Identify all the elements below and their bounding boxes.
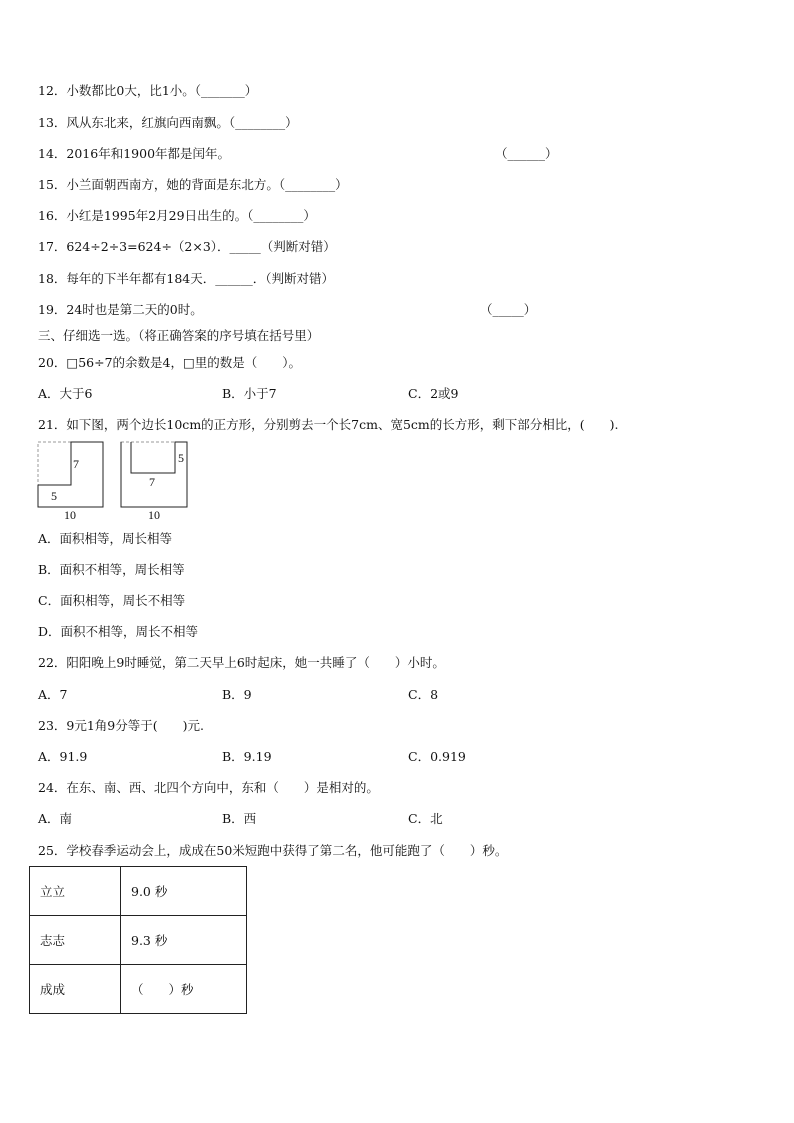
q23-option-b[interactable]: B．9.19 <box>222 749 272 764</box>
right-base-label: 10 <box>148 508 160 522</box>
square-cut-figure <box>36 438 196 524</box>
q22-option-c[interactable]: C．8 <box>408 687 439 702</box>
q21-option-a[interactable]: A．面积相等，周长相等 <box>38 531 173 546</box>
q22-option-b[interactable]: B．9 <box>222 687 252 702</box>
question-14: 14．2016年和1900年都是闰年。 <box>38 146 231 161</box>
q24-option-a[interactable]: A．南 <box>38 811 73 826</box>
table-row <box>30 867 247 916</box>
question-16: 16．小红是1995年2月29日出生的。（________） <box>38 208 316 223</box>
runner-time: 9.0 秒 <box>121 867 247 916</box>
q23-option-c[interactable]: C．0.919 <box>408 749 466 764</box>
section-title: 三、仔细选一选。（将正确答案的序号填在括号里） <box>38 328 320 343</box>
question-23: 23．9元1角9分等于( )元. <box>38 718 204 733</box>
question-17: 17．624÷2÷3=624÷（2×3）．_____（判断对错） <box>38 239 336 254</box>
question-14-answer-blank[interactable]: （______） <box>495 146 558 161</box>
q20-option-b[interactable]: B．小于7 <box>222 386 277 401</box>
q24-option-c[interactable]: C．北 <box>408 811 443 826</box>
q22-option-a[interactable]: A．7 <box>38 687 68 702</box>
question-13: 13．风从东北来，红旗向西南飘。（________） <box>38 115 298 130</box>
question-19: 19．24时也是第二天的0时。 <box>38 302 203 317</box>
q21-option-b[interactable]: B．面积不相等，周长相等 <box>38 562 185 577</box>
left-square-figure <box>38 442 103 522</box>
runner-name: 志志 <box>30 916 121 965</box>
question-15: 15．小兰面朝西南方，她的背面是东北方。（________） <box>38 177 348 192</box>
question-19-answer-blank[interactable]: （_____） <box>480 302 537 317</box>
q23-option-a[interactable]: A．91.9 <box>38 749 88 764</box>
q21-option-d[interactable]: D．面积不相等，周长不相等 <box>38 624 199 639</box>
left-base-label: 10 <box>64 508 76 522</box>
runner-time: 9.3 秒 <box>121 916 247 965</box>
right-side-label: 5 <box>178 451 184 465</box>
question-18: 18．每年的下半年都有184天．______．（判断对错） <box>38 271 335 286</box>
right-inner-label: 7 <box>149 475 155 489</box>
question-25: 25．学校春季运动会上，成成在50米短跑中获得了第二名，他可能跑了（ ）秒。 <box>38 843 508 858</box>
table-row <box>30 916 247 965</box>
q21-option-c[interactable]: C．面积相等，周长不相等 <box>38 593 186 608</box>
q20-option-a[interactable]: A．大于6 <box>38 386 93 401</box>
left-bottom-label: 5 <box>51 489 57 503</box>
question-20: 20．□56÷7的余数是4，□里的数是（ ）。 <box>38 355 302 370</box>
runner-name: 成成 <box>30 965 121 1014</box>
left-side-label: 7 <box>73 457 79 471</box>
race-times-table <box>29 866 247 1014</box>
q20-option-c[interactable]: C．2或9 <box>408 386 459 401</box>
question-24: 24．在东、南、西、北四个方向中，东和（ ）是相对的。 <box>38 780 379 795</box>
question-12: 12．小数都比0大，比1小。（_______） <box>38 83 258 98</box>
question-22: 22．阳阳晚上9时睡觉，第二天早上6时起床，她一共睡了（ ）小时。 <box>38 655 445 670</box>
runner-name: 立立 <box>30 867 121 916</box>
right-square-figure <box>121 442 187 522</box>
question-21: 21．如下图，两个边长10cm的正方形，分别剪去一个长7cm、宽5cm的长方形，剩下部分相比，( ). <box>38 417 619 432</box>
runner-time-answer-blank[interactable]: （ ）秒 <box>121 965 247 1014</box>
q24-option-b[interactable]: B．西 <box>222 811 257 826</box>
table-row <box>30 965 247 1014</box>
